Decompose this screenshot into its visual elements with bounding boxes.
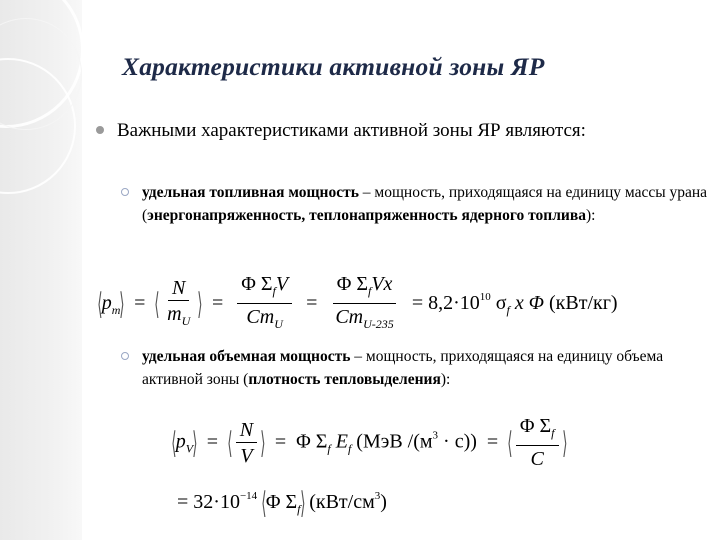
term: удельная объемная мощность (142, 348, 351, 365)
alt-terms: энергонапряженность, теплонапряженность ядерного топлива (147, 207, 586, 224)
decorative-circles (0, 0, 130, 260)
slide-title: Характеристики активной зоны ЯР (122, 52, 545, 81)
sub-item-volume-power: удельная объемная мощность – мощность, приходящаяся на единицу объема активной зоны (плотность тепловыделения): (142, 348, 664, 388)
sub-bullet-marker (121, 352, 129, 360)
formula-volume-power: $⟨p_V⟩$ = ⟨ $\frac{N}{V}$ ⟩ = Φ $\Sigma_f$ $E_f$ (МэВ $/(м^3 \cdot с)$) = ⟨ $\frac{\Phi \Sigma_f}{C}$ ⟩ (171, 415, 568, 470)
formula-volume-power-result: = $32\cdot 10^{-14}$ ⟨Φ $\Sigma_f⟩$ $(кВт/см^3)$ (177, 487, 387, 520)
alt-terms: плотность тепловыделения (248, 371, 441, 388)
bullet-marker (96, 126, 104, 134)
fraction: $\frac{N}{V}$ (236, 418, 257, 469)
bullet-text: Важными характеристиками активной зоны ЯР являются: (117, 120, 586, 141)
fraction: $\frac{N}{m_U}$ (167, 276, 191, 328)
fraction: $\frac{\Phi \Sigma_fV}{Cm_U}$ (237, 272, 292, 337)
fraction: $\frac{\Phi \Sigma_f}{C}$ (516, 414, 559, 472)
sub-bullet-marker (121, 188, 129, 196)
sub-item-fuel-power: удельная топливная мощность – мощность, приходящаяся на единицу массы урана (энергонапряженность, теплонапряженность ядерного топлива): (142, 184, 708, 224)
formula-fuel-power: $⟨p_m⟩$ = ⟨ $\frac{N}{m_U}$ ⟩ = $\frac{\Phi \Sigma_fV}{Cm_U}$ = $\frac{\Phi \Sigma_fVx}{Cm_{U-235}}$ = $8,2\cdot 10^{10}$ $\sigma_f$ x Φ (кВт/кг) (98, 272, 618, 337)
fraction: $\frac{\Phi \Sigma_fVx}{Cm_{U-235}}$ (331, 272, 397, 337)
term: удельная топливная мощность (142, 184, 359, 201)
